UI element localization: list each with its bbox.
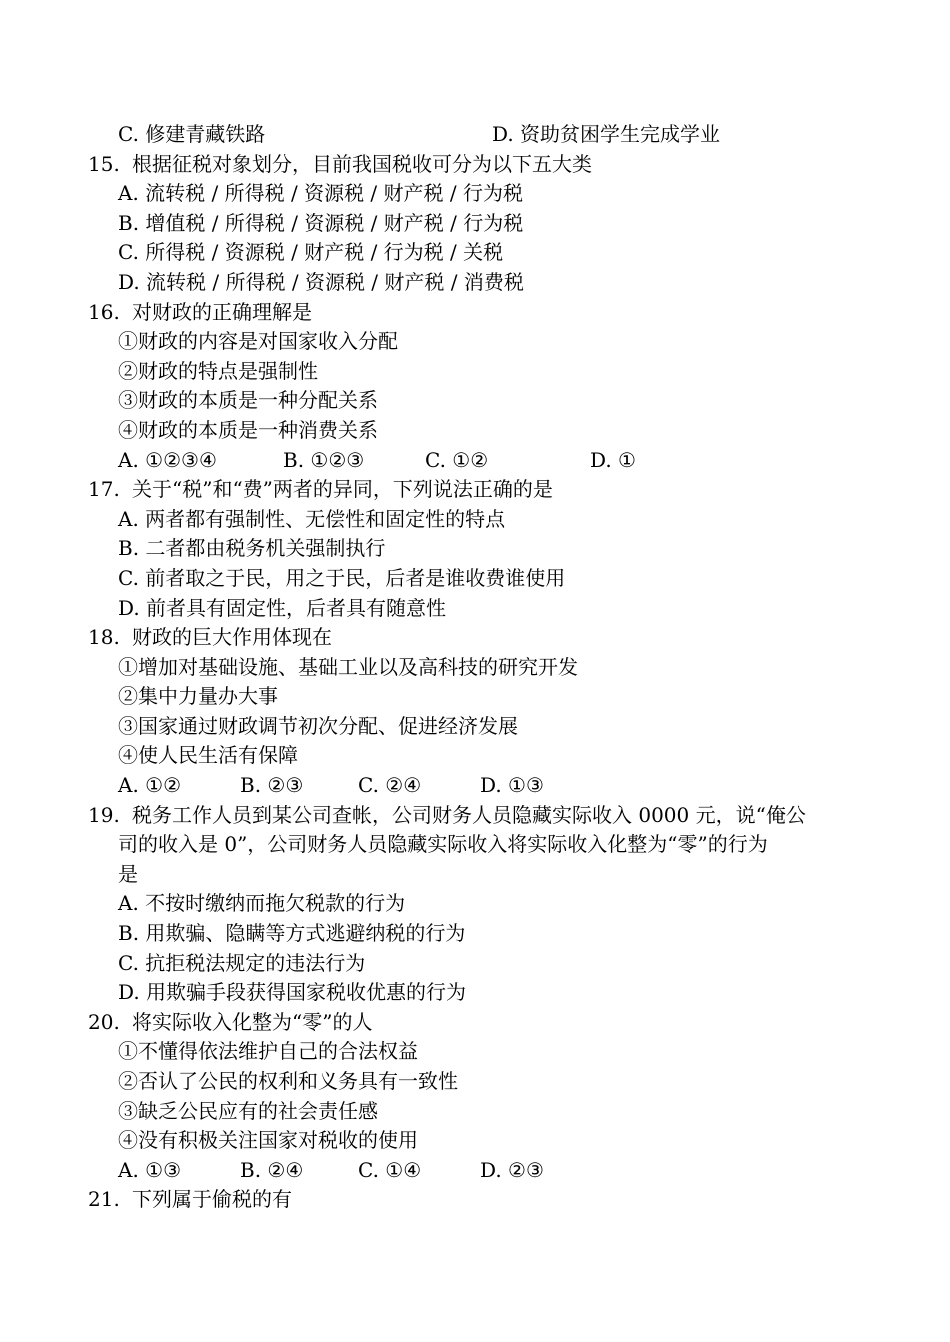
q16-choices bbox=[0, 446, 950, 476]
exam-page bbox=[0, 120, 950, 1215]
q14-option-c: C. 修建青藏铁路 bbox=[118, 122, 266, 146]
q16-choice-b: B. ①②③ bbox=[283, 447, 365, 472]
q17-number: 17. bbox=[88, 477, 120, 502]
q18-number: 18. bbox=[88, 625, 120, 650]
q16-choice-c: C. ①② bbox=[425, 447, 489, 472]
q18-choices bbox=[0, 771, 950, 801]
q16-choice-d: D. ① bbox=[590, 447, 636, 472]
q20-choice-c: C. ①④ bbox=[358, 1157, 422, 1182]
q18-item-1: ①增加对基础设施、基础工业以及高科技的研究开发 bbox=[118, 654, 578, 679]
q20-item-1: ①不懂得依法维护自己的合法权益 bbox=[118, 1039, 418, 1064]
q16-item-3: ③财政的本质是一种分配关系 bbox=[118, 388, 378, 413]
q16-number: 16. bbox=[88, 299, 120, 324]
q19-option-d: D. 用欺骗手段获得国家税收优惠的行为 bbox=[118, 980, 467, 1005]
q20-choice-b: B. ②④ bbox=[240, 1157, 304, 1182]
q18-text: 财政的巨大作用体现在 bbox=[132, 625, 332, 650]
q20-number: 20. bbox=[88, 1009, 120, 1034]
q20-stem bbox=[0, 1008, 950, 1038]
q18-choice-c: C. ②④ bbox=[358, 773, 422, 798]
q16-stem bbox=[0, 298, 950, 328]
q15-option-d: D. 流转税 / 所得税 / 资源税 / 财产税 / 消费税 bbox=[118, 269, 524, 294]
q19-stem-line-3: 是 bbox=[118, 861, 138, 886]
q19-stem-line-1 bbox=[0, 801, 950, 831]
q16-text: 对财政的正确理解是 bbox=[132, 299, 312, 324]
q21-number: 21. bbox=[88, 1187, 120, 1212]
q16-item-4: ④财政的本质是一种消费关系 bbox=[118, 417, 378, 442]
q16-item-1: ①财政的内容是对国家收入分配 bbox=[118, 329, 398, 354]
q19-option-a: A. 不按时缴纳而拖欠税款的行为 bbox=[118, 891, 406, 916]
q18-item-3: ③国家通过财政调节初次分配、促进经济发展 bbox=[118, 713, 518, 738]
q18-stem bbox=[0, 623, 950, 653]
q15-option-a: A. 流转税 / 所得税 / 资源税 / 财产税 / 行为税 bbox=[118, 181, 523, 206]
q18-choice-d: D. ①③ bbox=[480, 773, 544, 798]
q20-choice-a: A. ①③ bbox=[118, 1157, 182, 1182]
q19-option-c: C. 抗拒税法规定的违法行为 bbox=[118, 950, 366, 975]
q21-text: 下列属于偷税的有 bbox=[132, 1187, 292, 1212]
q20-item-2: ②否认了公民的权利和义务具有一致性 bbox=[118, 1069, 458, 1093]
q17-stem bbox=[0, 475, 950, 505]
q16-choice-a: A. ①②③④ bbox=[118, 447, 217, 472]
q17-option-c: C. 前者取之于民，用之于民，后者是谁收费谁使用 bbox=[118, 565, 566, 590]
q15-number: 15. bbox=[88, 151, 120, 176]
q16-item-2: ②财政的特点是强制性 bbox=[118, 358, 318, 383]
q14-options-cd bbox=[0, 120, 950, 150]
q17-option-d: D. 前者具有固定性，后者具有随意性 bbox=[118, 595, 447, 620]
q17-text: 关于“税”和“费”两者的异同，下列说法正确的是 bbox=[132, 477, 553, 502]
q19-stem-line-2: 司的收入是 0”，公司财务人员隐藏实际收入将实际收入化整为“零”的行为 bbox=[118, 832, 768, 857]
q19-text-1: 税务工作人员到某公司查帐，公司财务人员隐藏实际收入 0000 元，说“俺公 bbox=[132, 802, 806, 827]
q20-choices bbox=[0, 1156, 950, 1186]
q17-option-a: A. 两者都有强制性、无偿性和固定性的特点 bbox=[118, 506, 506, 531]
q15-text: 根据征税对象划分，目前我国税收可分为以下五大类 bbox=[132, 151, 592, 176]
q14-option-d: D. 资助贫困学生完成学业 bbox=[492, 122, 721, 146]
q20-text: 将实际收入化整为“零”的人 bbox=[132, 1009, 373, 1034]
q18-item-4: ④使人民生活有保障 bbox=[118, 743, 298, 768]
q19-number: 19. bbox=[88, 802, 120, 827]
q19-option-b: B. 用欺骗、隐瞒等方式逃避纳税的行为 bbox=[118, 921, 466, 946]
q18-choice-b: B. ②③ bbox=[240, 773, 304, 798]
q21-stem bbox=[0, 1185, 950, 1215]
q15-stem bbox=[0, 150, 950, 180]
q20-choice-d: D. ②③ bbox=[480, 1157, 544, 1182]
q20-item-3: ③缺乏公民应有的社会责任感 bbox=[118, 1098, 378, 1123]
q17-option-b: B. 二者都由税务机关强制执行 bbox=[118, 536, 386, 561]
q20-item-4: ④没有积极关注国家对税收的使用 bbox=[118, 1128, 418, 1153]
q18-item-2: ②集中力量办大事 bbox=[118, 684, 278, 709]
q15-option-c: C. 所得税 / 资源税 / 财产税 / 行为税 / 关税 bbox=[118, 240, 504, 265]
q18-choice-a: A. ①② bbox=[118, 773, 182, 798]
q15-option-b: B. 增值税 / 所得税 / 资源税 / 财产税 / 行为税 bbox=[118, 210, 524, 235]
